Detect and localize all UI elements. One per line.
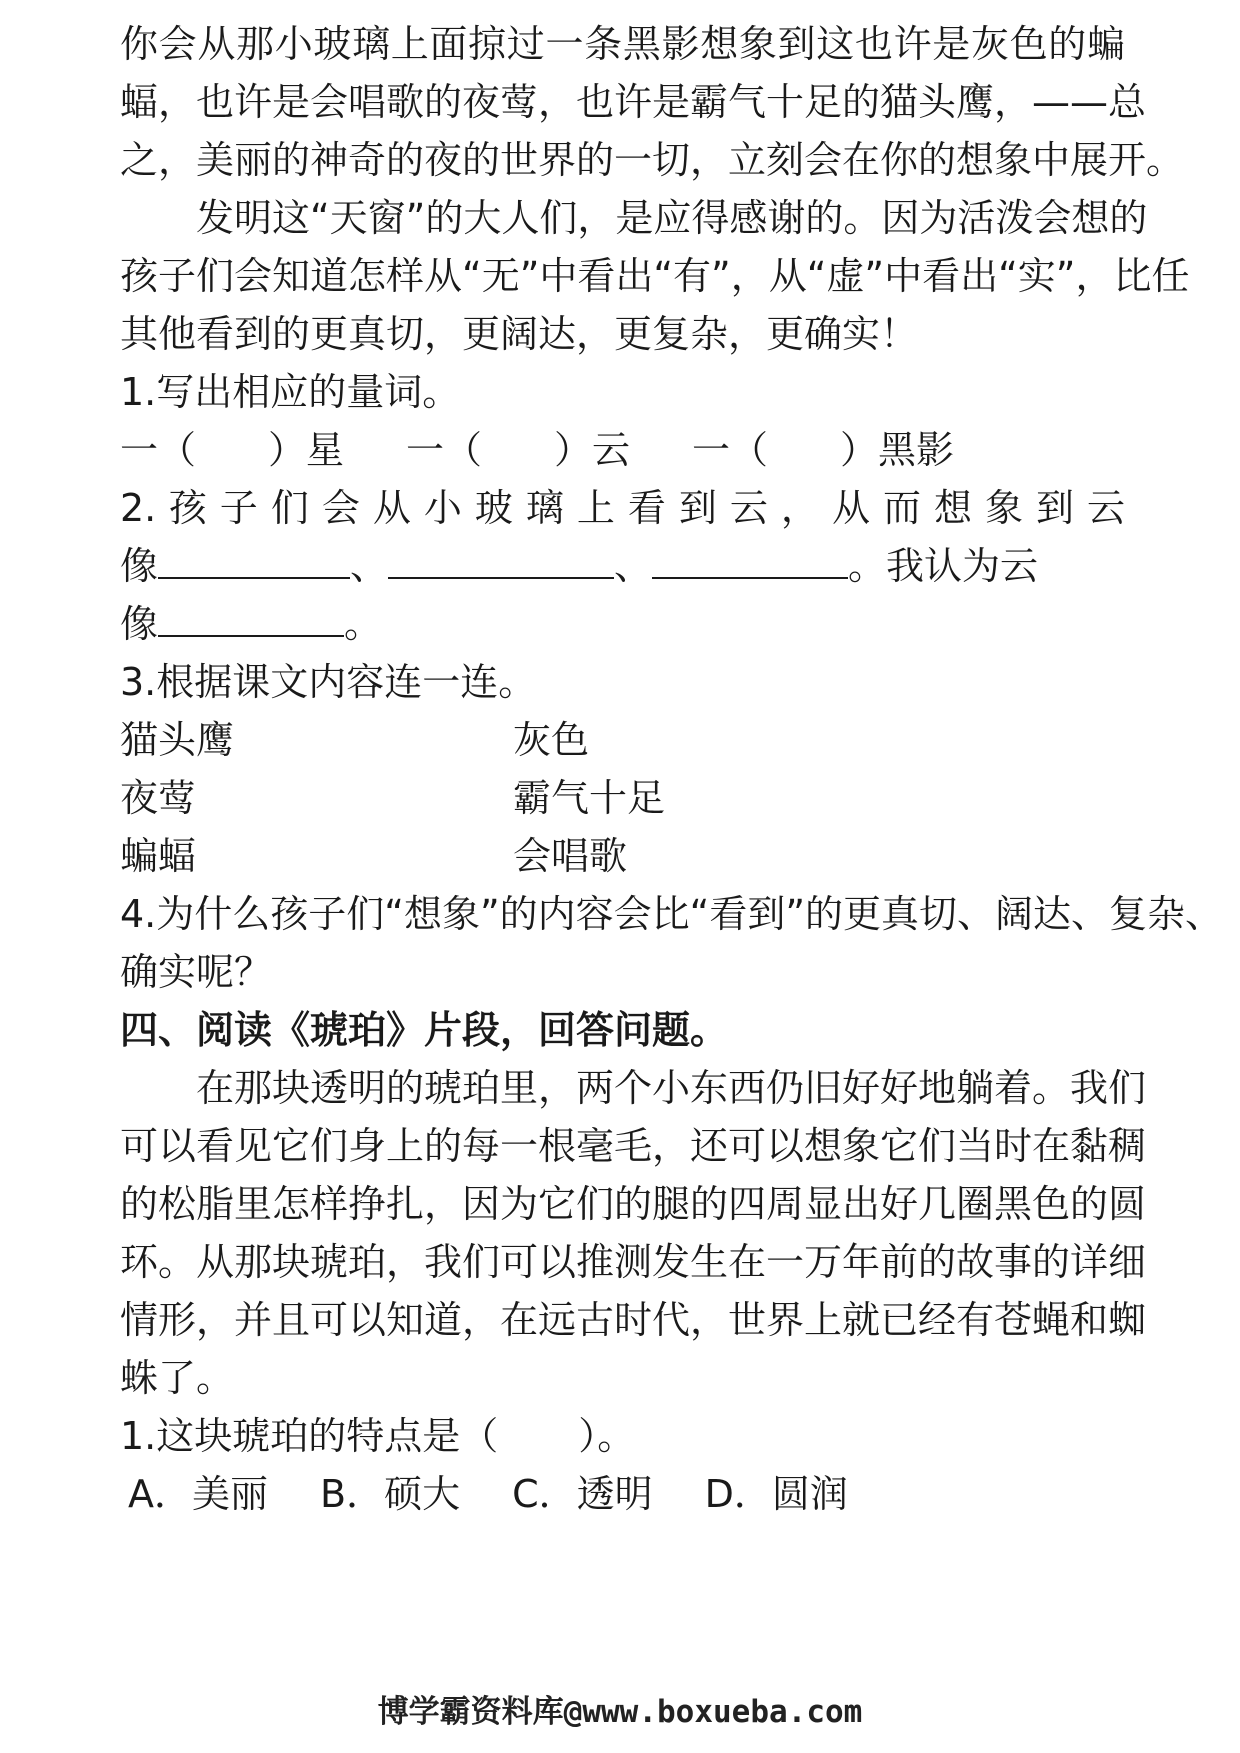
passage-line-3: 之，美丽的神奇的夜的世界的一切，立刻会在你的想象中展开。 [120, 138, 1185, 182]
amber-question-1 [120, 1404, 1125, 1468]
option-b[interactable]: B．硕大 [320, 1472, 461, 1516]
option-c[interactable]: C．透明 [512, 1472, 653, 1516]
item-suffix: ）黑影 [840, 428, 955, 472]
question-2-line-1: 2. 孩 子 们 会 从 小 玻 璃 上 看 到 云 ， 从 而 想 象 到 云 [120, 486, 1125, 530]
question-2-line-2 [120, 534, 1125, 598]
amber-passage-line-3: 的松脂里怎样挣扎，因为它们的腿的四周显出好几圈黑色的圆 [120, 1182, 1147, 1226]
amber-passage-line-2: 可以看见它们身上的每一根毫毛，还可以想象它们当时在黏稠 [120, 1124, 1147, 1168]
match-row [120, 824, 1125, 888]
watermark: 博学霸资料库@www.boxueba.com [377, 1694, 863, 1730]
match-row [120, 766, 1125, 830]
passage-line-5: 孩子们会知道怎样从“无”中看出“有”，从“虚”中看出“实”，比任 [120, 254, 1190, 298]
match-right-item[interactable]: 霸气十足 [513, 776, 666, 820]
amber-passage-line-6: 蛛了。 [120, 1356, 235, 1400]
item-prefix: 一（ [406, 428, 483, 472]
match-left-item[interactable]: 猫头鹰 [120, 718, 235, 762]
question-1-items [120, 418, 1125, 482]
amber-options [120, 1462, 1133, 1526]
text-fragment: 像 [120, 544, 159, 588]
measure-word-item [692, 418, 954, 482]
text-fragment: 、 [614, 544, 653, 588]
text-fragment: 。 [344, 602, 383, 646]
measure-word-item [120, 418, 406, 482]
question-text: ）。 [578, 1414, 636, 1458]
passage-line-1: 你会从那小玻璃上面掠过一条黑影想象到这也许是灰色的蝙 [120, 22, 1125, 66]
match-left-item[interactable]: 蝙蝠 [120, 834, 197, 878]
measure-word-item [406, 418, 692, 482]
item-prefix: 一（ [120, 428, 197, 472]
question-4-line-2: 确实呢？ [120, 950, 273, 994]
item-prefix: 一（ [692, 428, 769, 472]
answer-blank[interactable] [388, 537, 614, 579]
option-d[interactable]: D．圆润 [704, 1472, 848, 1516]
answer-blank[interactable] [158, 537, 350, 579]
match-right-item[interactable]: 会唱歌 [513, 834, 628, 878]
answer-blank[interactable] [158, 595, 344, 637]
passage-line-6: 其他看到的更真切，更阔达，更复杂，更确实！ [120, 312, 919, 356]
item-suffix: ）星 [268, 428, 345, 472]
match-right-item[interactable]: 灰色 [513, 718, 590, 762]
question-2-line-3 [120, 592, 1125, 656]
question-1-title: 1.写出相应的量词。 [120, 370, 461, 414]
text-fragment: 、 [350, 544, 389, 588]
text-fragment: 。我认为云 [848, 544, 1039, 588]
amber-passage-line-4: 环。从那块琥珀，我们可以推测发生在一万年前的故事的详细 [120, 1240, 1147, 1284]
amber-passage-line-1: 在那块透明的琥珀里，两个小东西仍旧好好地躺着。我们 [196, 1066, 1147, 1110]
match-row [120, 708, 1125, 772]
passage-line-4: 发明这“天窗”的大人们，是应得感谢的。因为活泼会想的 [196, 196, 1148, 240]
answer-blank[interactable] [652, 537, 848, 579]
section-4-heading: 四、阅读《琥珀》片段，回答问题。 [120, 1008, 729, 1052]
amber-passage-line-5: 情形，并且可以知道，在远古时代，世界上就已经有苍蝇和蜘 [120, 1298, 1147, 1342]
question-text: 1.这块琥珀的特点是（ [120, 1414, 499, 1458]
question-3-title: 3.根据课文内容连一连。 [120, 660, 537, 704]
option-a[interactable]: A．美丽 [128, 1472, 268, 1516]
text-fragment: 像 [120, 602, 159, 646]
passage-line-2: 蝠，也许是会唱歌的夜莺，也许是霸气十足的猫头鹰，——总 [120, 80, 1147, 124]
match-left-item[interactable]: 夜莺 [120, 776, 197, 820]
item-suffix: ）云 [554, 428, 631, 472]
question-4-line-1: 4.为什么孩子们“想象”的内容会比“看到”的更真切、阔达、复杂、 [120, 892, 1224, 936]
